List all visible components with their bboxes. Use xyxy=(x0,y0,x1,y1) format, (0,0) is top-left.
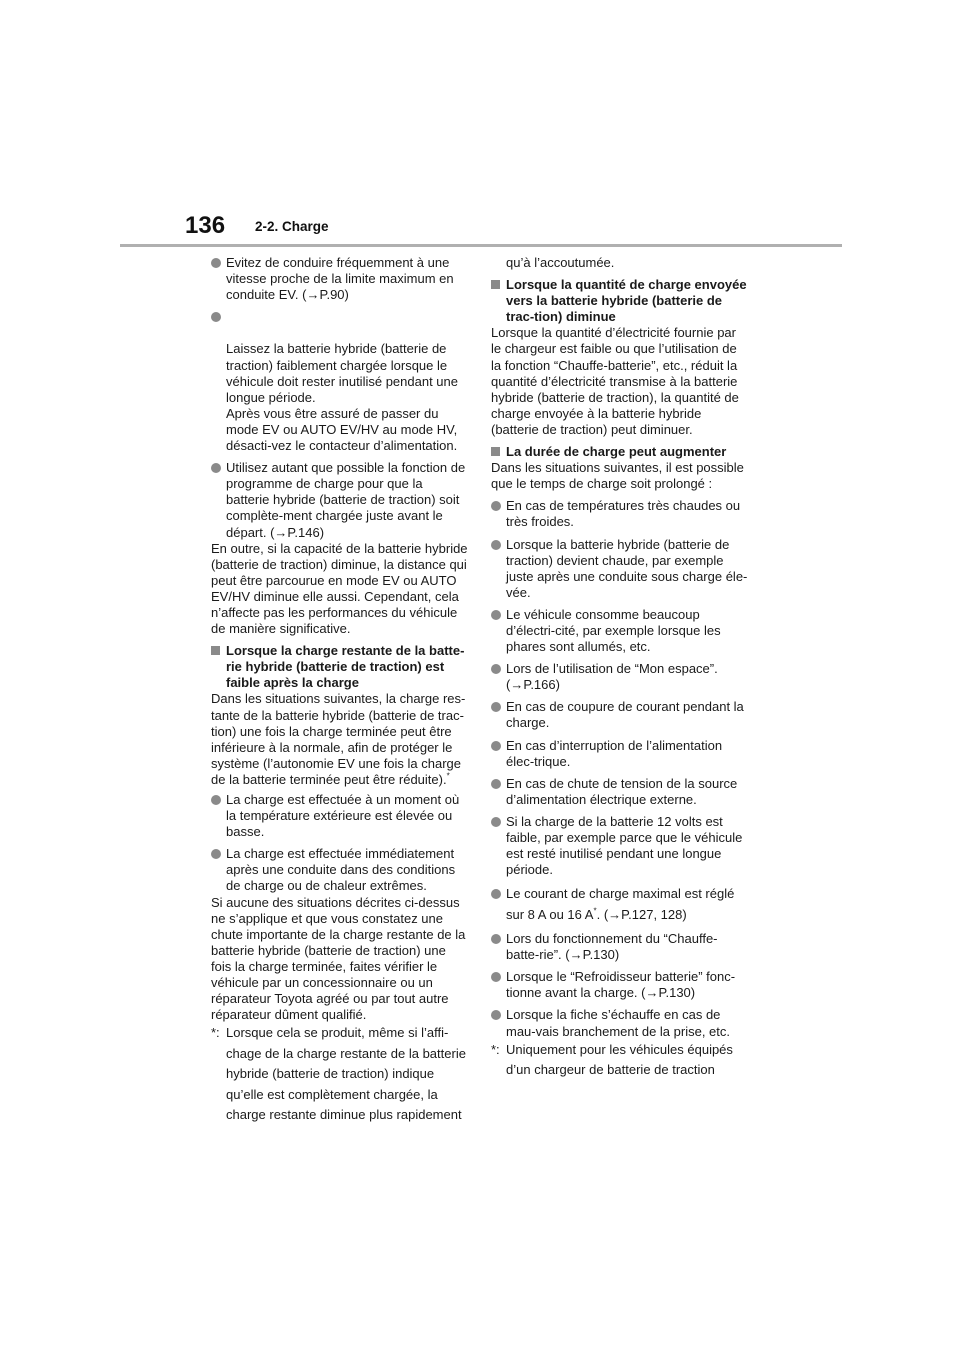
right-column xyxy=(491,255,749,1080)
footnote-mark: *: xyxy=(491,1041,500,1057)
bullet-dot-icon xyxy=(211,463,221,473)
bullet-text: Le courant de charge maximal est réglé sur 8 A ou 16 A xyxy=(506,886,735,922)
paragraph xyxy=(211,691,469,788)
bullet-text: Le véhicule consomme beaucoup d’électri-cité, par exemple lorsque les phares sont allumés, etc. xyxy=(506,606,721,655)
bullet-text: En cas de chute de tension de la source d’alimentation électrique externe. xyxy=(506,775,738,807)
bullet-dot-icon xyxy=(211,312,221,322)
footnote xyxy=(211,1023,469,1125)
bullet-text: Lorsque la batterie hybride (batterie de traction) devient chaude, par exemple juste après une conduite sous charge éle-vée. xyxy=(506,536,748,600)
bullet-dot-icon xyxy=(211,849,221,859)
bullet-item xyxy=(491,776,749,808)
bullet-dot-icon xyxy=(491,972,501,982)
bullet-text: En cas de coupure de courant pendant la charge. xyxy=(506,699,744,731)
bullet-item xyxy=(211,846,469,894)
paragraph-text: Dans les situations suivantes, la charge res-tante de la batterie hybride (batterie de trac-tion) une fois la charge terminée peut être inférieure à la normale, afin de protéger le système (l’autonomie EV une fois la charge de la batterie terminée peut être réduite). xyxy=(211,691,466,787)
bullet-dot-icon xyxy=(491,540,501,550)
subheading xyxy=(491,277,749,325)
section-title: 2-2. Charge xyxy=(255,219,329,234)
bullet-text-ref: . (→P.127, 128) xyxy=(596,906,687,922)
paragraph: Si aucune des situations décrites ci-dessus ne s’applique et que vous constatez une chute importante de la charge restante de la batterie hybride (batterie de traction) une fois la charge terminée, faites vérifier le véhicule par un concessionnaire ou un réparateur Toyota agréé ou par tout autre réparateur dûment qualifié. xyxy=(211,894,466,1023)
subheading xyxy=(211,643,469,691)
subheading-text: Lorsque la charge restante de la batte-rie hybride (batterie de traction) est faible après la charge xyxy=(226,643,465,691)
bullet-item xyxy=(491,969,749,1001)
bullet-text: Evitez de conduire fréquemment à une vitesse proche de la limite maximum en conduite EV. (→P.90) xyxy=(226,255,454,303)
bullet-dot-icon xyxy=(491,889,501,899)
square-bullet-icon xyxy=(491,280,500,289)
footnote-text: Uniquement pour les véhicules équipés d’un chargeur de batterie de traction xyxy=(506,1041,733,1078)
bullet-text: Lorsque la fiche s’échauffe en cas de mau-vais branchement de la prise, etc. xyxy=(506,1007,730,1039)
bullet-text: Lors de l’utilisation de “Mon espace”. (→P.166) xyxy=(506,661,718,693)
bullet-item xyxy=(211,255,469,303)
page-number: 136 xyxy=(185,212,226,239)
bullet-dot-icon xyxy=(491,1010,501,1020)
footnote-mark: *: xyxy=(211,1025,220,1041)
bullet-dot-icon xyxy=(491,501,501,511)
footnote xyxy=(491,1040,749,1081)
footnote-text: Lorsque cela se produit, même si l’affi-chage de la charge restante de la batterie hybride (batterie de traction) indique qu’elle est complètement chargée, la charge restante diminue plus rapidement xyxy=(226,1025,466,1122)
left-column xyxy=(211,255,469,1125)
bullet-item xyxy=(491,661,749,693)
bullet-text: Lors du fonctionnement du “Chauffe-batte-rie”. (→P.130) xyxy=(506,931,718,963)
bullet-item xyxy=(211,309,469,454)
bullet-dot-icon xyxy=(491,702,501,712)
square-bullet-icon xyxy=(491,447,500,456)
paragraph: En outre, si la capacité de la batterie hybride (batterie de traction) diminue, la distance qui peut être parcourue en mode EV ou AUTO EV/HV diminue elle aussi. Cependant, cela n’affecte pas les performances du véhicule de manière significative. xyxy=(211,540,468,637)
paragraph: Lorsque la quantité d’électricité fournie par le chargeur est faible ou que l’utilisation de la fonction “Chauffe-batterie”, etc., réduit la quantité d’électricité transmise à la batterie hybride (batterie de traction), la quantité de charge envoyée à la batterie hybride (batterie de traction) peut diminuer. xyxy=(491,325,739,437)
bullet-item xyxy=(491,537,749,601)
bullet-item xyxy=(491,814,749,878)
bullet-text: Laissez la batterie hybride (batterie de traction) faiblement chargée lorsque le véhicule doit rester inutilisé pendant une longue période. Après vous être assuré de passer du mode EV ou AUTO EV/HV au mode HV, désacti-vez le contacteur d’alimentation. xyxy=(226,341,458,454)
bullet-item xyxy=(491,884,749,925)
subheading xyxy=(491,444,749,460)
bullet-dot-icon xyxy=(491,934,501,944)
bullet-dot-icon xyxy=(491,817,501,827)
bullet-dot-icon xyxy=(211,258,221,268)
asterisk-mark: * xyxy=(446,771,450,781)
bullet-item xyxy=(491,607,749,655)
subheading-text: La durée de charge peut augmenter xyxy=(506,444,727,460)
bullet-text: Si la charge de la batterie 12 volts est faible, par exemple parce que le véhicule est resté inutilisé pendant une longue période. xyxy=(506,813,743,878)
header-divider xyxy=(120,244,842,247)
bullet-item xyxy=(491,1007,749,1039)
bullet-dot-icon xyxy=(491,664,501,674)
bullet-text: En cas de températures très chaudes ou très froides. xyxy=(506,498,741,530)
bullet-dot-icon xyxy=(211,795,221,805)
bullet-dot-icon xyxy=(491,779,501,789)
subheading-text: Lorsque la quantité de charge envoyée vers la batterie hybride (batterie de trac-tion) diminue xyxy=(506,277,747,325)
bullet-item xyxy=(211,792,469,840)
bullet-item xyxy=(491,498,749,530)
bullet-text: En cas d’interruption de l’alimentation élec-trique. xyxy=(506,737,723,769)
asterisk-mark: * xyxy=(593,906,597,916)
paragraph: Dans les situations suivantes, il est possible que le temps de charge soit prolongé : xyxy=(491,460,744,492)
bullet-item xyxy=(211,460,469,540)
paragraph: qu’à l’accoutumée. xyxy=(506,255,615,270)
bullet-text: Utilisez autant que possible la fonction de programme de charge pour que la batterie hybride (batterie de traction) soit complète-ment chargée juste avant le départ. (→P.146) xyxy=(226,460,466,540)
bullet-item xyxy=(491,699,749,731)
square-bullet-icon xyxy=(211,646,220,655)
bullet-dot-icon xyxy=(491,610,501,620)
bullet-item xyxy=(491,738,749,770)
bullet-text: Lorsque le “Refroidisseur batterie” fonc-tionne avant la charge. (→P.130) xyxy=(506,969,736,1001)
bullet-dot-icon xyxy=(491,741,501,751)
bullet-item xyxy=(491,931,749,963)
bullet-text: La charge est effectuée immédiatement après une conduite dans des conditions de charge ou de chaleur extrêmes. xyxy=(226,846,456,894)
bullet-text: La charge est effectuée à un moment où la température extérieure est élevée ou basse. xyxy=(226,792,460,840)
